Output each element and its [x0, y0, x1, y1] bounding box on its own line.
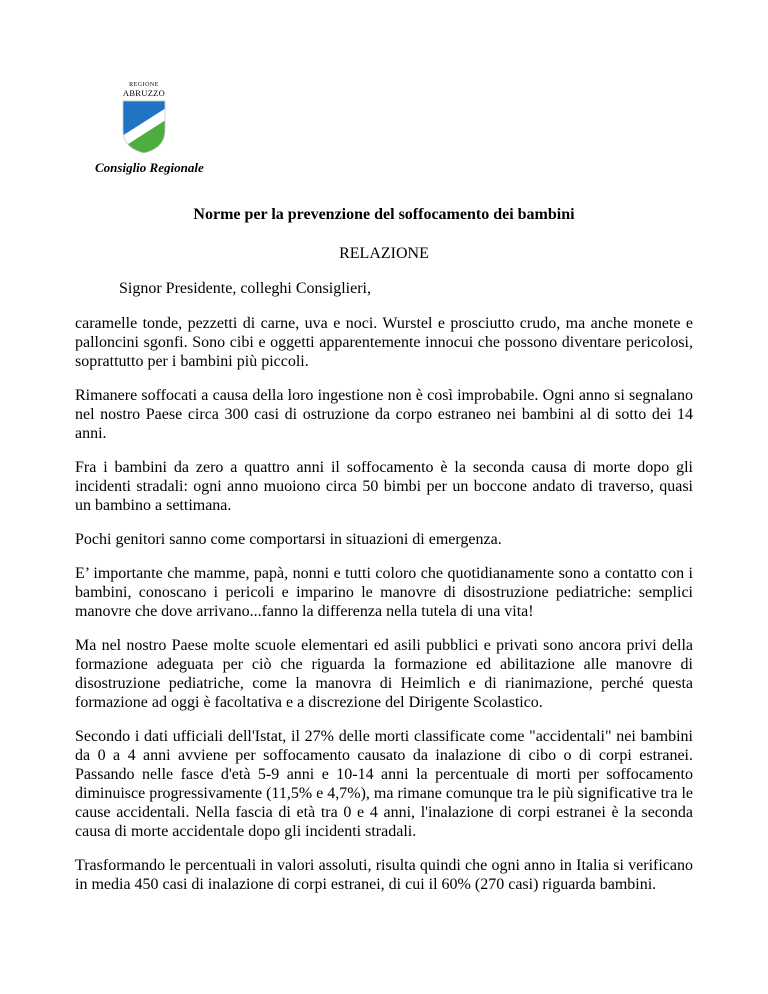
logo-label-main: ABRUZZO — [122, 88, 166, 98]
document-subtitle: RELAZIONE — [339, 245, 429, 262]
abruzzo-shield-icon — [122, 100, 166, 154]
region-logo — [112, 82, 176, 156]
document-body — [75, 314, 693, 909]
paragraph: Fra i bambini da zero a quattro anni il soffocamento è la seconda causa di morte dopo gli incidenti stradali: ogni anno muoiono circa 50 bimbi per un boccone andato di traverso, quasi un bambino a settimana. — [75, 459, 693, 514]
paragraph: caramelle tonde, pezzetti di carne, uva e noci. Wurstel e prosciutto crudo, ma anche monete e palloncini sgonfi. Sono cibi e oggetti apparentemente innocui che possono diventare pericolosi, soprattutto per i bambini più piccoli. — [75, 315, 693, 370]
paragraph: E’ importante che mamme, papà, nonni e tutti coloro che quotidianamente sono a contatto con i bambini, conoscano i pericoli e imparino le manovre di disostruzione pediatriche: semplici manovre che dove arrivano...fanno la differenza nella tutela di una vita! — [75, 565, 693, 620]
paragraph: Trasformando le percentuali in valori assoluti, risulta quindi che ogni anno in Italia si verificano in media 450 casi di inalazione di corpi estranei, di cui il 60% (270 casi) riguarda bambini. — [75, 857, 693, 893]
institution-name: Consiglio Regionale — [95, 160, 204, 175]
paragraph: Rimanere soffocati a causa della loro ingestione non è così improbabile. Ogni anno si segnalano nel nostro Paese circa 300 casi di ostruzione da corpo estraneo nei bambini al di sotto dei 14 anni. — [75, 387, 693, 442]
paragraph: Secondo i dati ufficiali dell'Istat, il 27% delle morti classificate come "accidentali" nei bambini da 0 a 4 anni avviene per soffocamento causato da inalazione di cibo o di corpi estranei. Passando nelle fasce d'età 5-9 anni e 10-14 anni la percentuale di morti per soffocamento diminuisce progressivamente (11,5% e 4,7%), ma rimane comunque tra le più significative tra le cause accidentali. Nella fascia di età tra 0 e 4 anni, l'inalazione di corpi estranei è la seconda causa di morte accidentale dopo gli incidenti stradali. — [75, 728, 693, 840]
document-title: Norme per la prevenzione del soffocamento dei bambini — [193, 206, 575, 223]
salutation: Signor Presidente, colleghi Consiglieri, — [119, 280, 371, 297]
paragraph: Pochi genitori sanno come comportarsi in situazioni di emergenza. — [75, 531, 502, 548]
logo-label-top: REGIONE — [129, 82, 159, 88]
paragraph: Ma nel nostro Paese molte scuole elementari ed asili pubblici e privati sono ancora privi della formazione adeguata per ciò che riguarda la formazione ed abilitazione alle manovre di disostruzione pediatriche, come la manovra di Heimlich e di rianimazione, perché questa formazione ad oggi è facoltativa e a discrezione del Dirigente Scolastico. — [75, 637, 693, 711]
